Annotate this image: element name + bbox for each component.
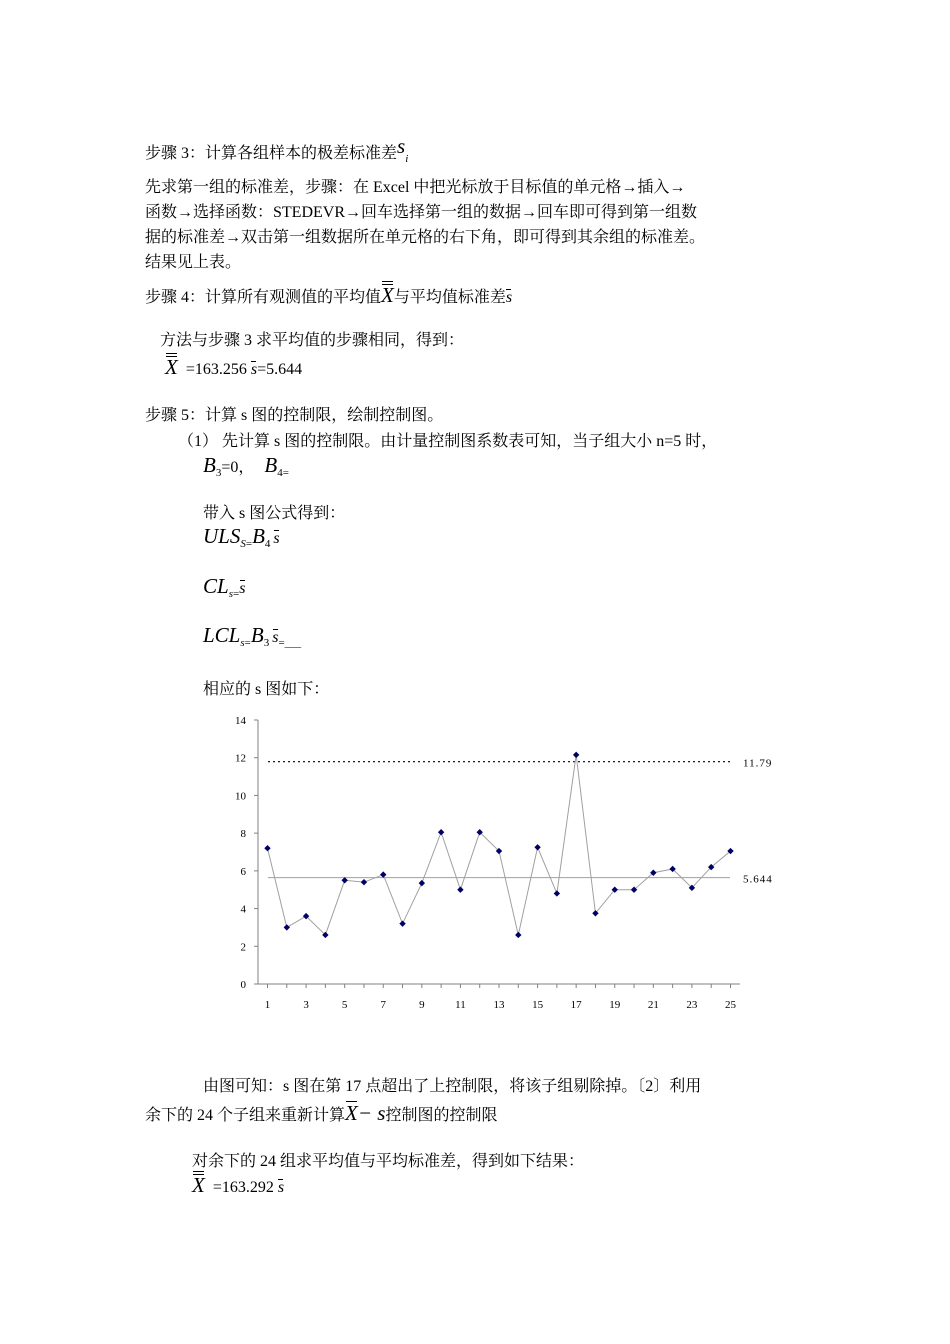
cl-label: 5.644 <box>743 873 773 886</box>
x-tick-label: 9 <box>419 999 425 1011</box>
y-tick-label: 2 <box>240 941 246 954</box>
x-tick-label: 7 <box>380 999 386 1011</box>
uls-formula: $ULS_{S=}B_4$ s <box>203 524 280 550</box>
data-point <box>264 845 270 851</box>
item1-text: （1） 先计算 s 图的控制限。由计量控制图系数表可知，当子组大小 n=5 时， <box>178 433 718 450</box>
method-text: 方法与步骤 3 求平均值的步骤相同，得到： <box>160 332 465 349</box>
x-tick-label: 15 <box>532 999 544 1011</box>
y-tick-label: 0 <box>240 979 246 991</box>
data-point <box>399 920 405 926</box>
step4-heading: 步骤 4：计算所有观测值的平均值X与平均值标准差s <box>145 283 513 307</box>
x-tick-label: 19 <box>609 999 621 1011</box>
y-tick-label: 12 <box>235 752 246 765</box>
series-line <box>268 755 731 935</box>
method-result: X =163.256 s=5.644 <box>165 355 303 379</box>
data-point <box>534 844 540 850</box>
data-point <box>457 887 463 893</box>
data-point <box>438 829 444 835</box>
conclusion-line2: 余下的 24 个子组来重新计算X− s控制图的控制限 <box>145 1101 498 1125</box>
cl-formula: $CL_{s=}s$ <box>203 574 246 600</box>
y-tick-label: 4 <box>240 903 246 916</box>
x-tick-label: 11 <box>455 999 466 1011</box>
data-point <box>419 880 425 886</box>
y-tick-label: 10 <box>235 790 246 803</box>
x-tick-label: 17 <box>570 999 582 1011</box>
data-point <box>554 890 560 896</box>
step3-body <box>145 175 815 275</box>
data-point <box>284 924 290 930</box>
data-point <box>361 879 367 885</box>
step3-line1: 先求第一组的标准差，步骤：在 Excel 中把光标放于目标值的单元格→插入→ <box>145 179 686 196</box>
s-control-chart <box>200 705 800 1025</box>
recalc-result: X =163.292 s <box>192 1173 285 1197</box>
data-point <box>515 932 521 938</box>
step3-line4: 结果见上表。 <box>145 254 242 271</box>
x-tick-label: 5 <box>341 999 348 1011</box>
step5-heading: 步骤 5：计算 s 图的控制限，绘制控制图。 <box>145 407 444 424</box>
recalc-text: 对余下的 24 组求平均值与平均标准差，得到如下结果： <box>192 1153 585 1170</box>
x-tick-label: 21 <box>647 999 659 1011</box>
step3-line2: 函数→选择函数：STEDEVR→回车选择第一组的数据→回车即可得到第一组数 <box>145 204 698 221</box>
x-tick-label: 25 <box>725 999 736 1011</box>
x-tick-label: 3 <box>303 999 309 1011</box>
x-tick-label: 13 <box>493 999 505 1011</box>
conclusion-line1: 由图可知：s 图在第 17 点超出了上控制限，将该子组剔除掉。〔2〕利用 <box>203 1078 702 1095</box>
ucl-label: 11.79 <box>743 757 773 770</box>
step3-heading: 步骤 3：计算各组样本的极差标准差$s_i$ <box>145 134 409 165</box>
data-point <box>380 871 386 877</box>
y-tick-label: 8 <box>240 828 246 841</box>
y-tick-label: 6 <box>240 865 246 878</box>
coefficients: $B_3=0$， $B_{4=}$ <box>203 453 289 479</box>
lcl-formula: $LCL_{s=}B_3$ $s_{=\_\_\_}$ <box>203 623 302 649</box>
x-tick-label: 23 <box>686 999 698 1011</box>
y-tick-label: 14 <box>235 715 246 727</box>
chart-intro: 相应的 s 图如下： <box>203 681 330 698</box>
x-tick-label: 1 <box>264 999 271 1011</box>
data-point <box>573 752 579 758</box>
step3-line3: 据的标准差→双击第一组数据所在单元格的右下角，即可得到其余组的标准差。 <box>145 229 706 246</box>
formula-intro: 带入 s 图公式得到： <box>203 505 346 522</box>
